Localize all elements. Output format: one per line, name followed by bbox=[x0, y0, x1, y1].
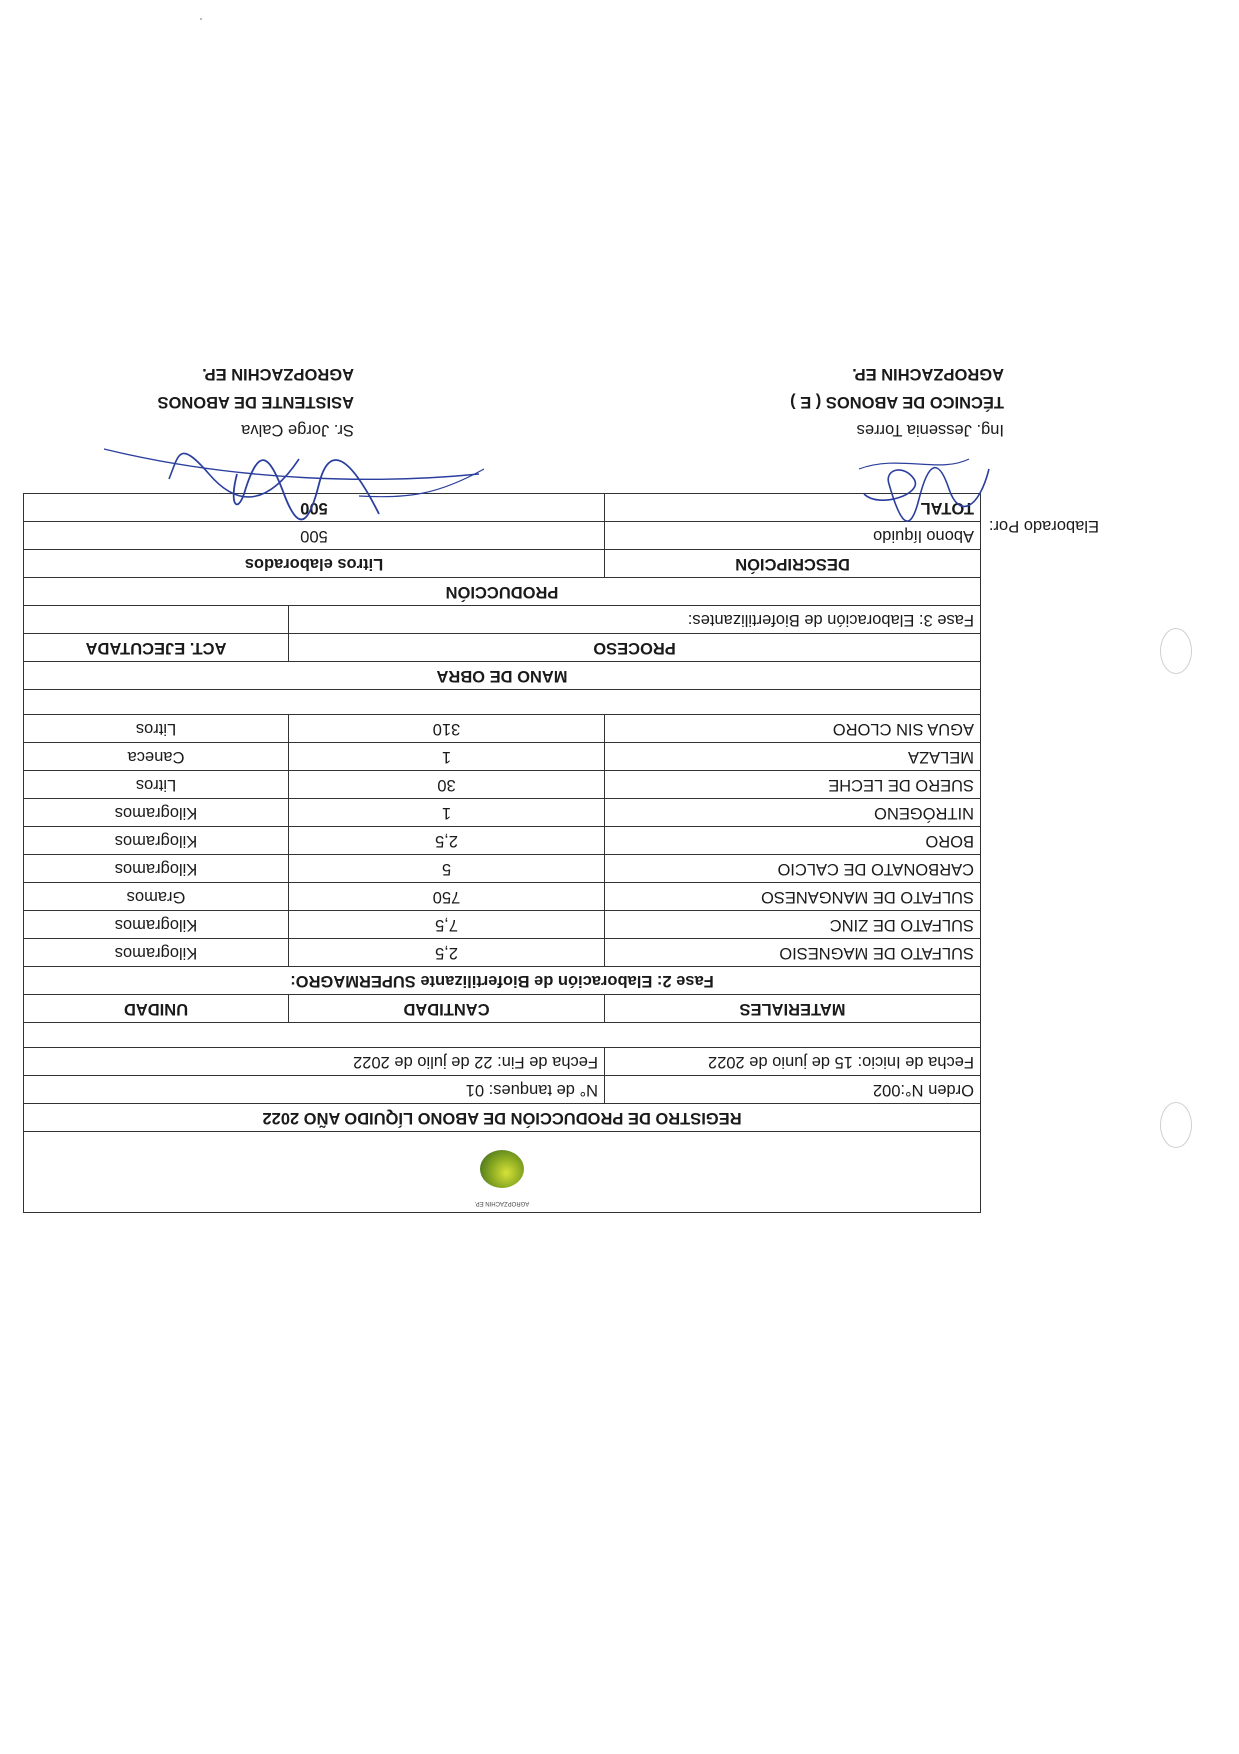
signer-name: Ing. Jessenia Torres bbox=[856, 421, 1004, 439]
material-qty: 1 bbox=[289, 799, 605, 827]
production-record-table bbox=[23, 493, 981, 1213]
table-row bbox=[24, 939, 981, 967]
act-ejecutada-label: ACT. EJECUTADA bbox=[24, 634, 289, 662]
material-qty: 5 bbox=[289, 855, 605, 883]
table-row bbox=[24, 855, 981, 883]
material-qty: 30 bbox=[289, 771, 605, 799]
header-unidad: UNIDAD bbox=[24, 995, 289, 1023]
fase3-value bbox=[24, 606, 289, 634]
table-row bbox=[24, 827, 981, 855]
mano-de-obra-row bbox=[24, 662, 981, 690]
total-value: 500 bbox=[24, 494, 605, 522]
material-name: SULFATO DE ZINC bbox=[605, 911, 981, 939]
material-name: MELAZA bbox=[605, 743, 981, 771]
tanques-field: N° de tanques: 01 bbox=[24, 1076, 605, 1104]
signature-scribble-asistente bbox=[99, 434, 499, 554]
signature-block-asistente bbox=[158, 360, 355, 444]
material-unit: Kilogramos bbox=[24, 939, 289, 967]
order-row bbox=[24, 1076, 981, 1104]
material-qty: 750 bbox=[289, 883, 605, 911]
header-materiales: MATERIALES bbox=[605, 995, 981, 1023]
material-unit: Litros bbox=[24, 715, 289, 743]
leaf-logo-icon bbox=[462, 1143, 542, 1207]
material-qty: 2,5 bbox=[289, 827, 605, 855]
material-qty: 2,5 bbox=[289, 939, 605, 967]
material-unit: Litros bbox=[24, 771, 289, 799]
material-name: CARBONATO DE CALCIO bbox=[605, 855, 981, 883]
material-name: BORO bbox=[605, 827, 981, 855]
material-unit: Caneca bbox=[24, 743, 289, 771]
material-name: SULFATO DE MAGNESIO bbox=[605, 939, 981, 967]
table-row bbox=[24, 743, 981, 771]
blank-row bbox=[24, 1023, 981, 1048]
produccion-label: PRODUCCIÓN bbox=[24, 578, 981, 606]
table-row bbox=[24, 883, 981, 911]
material-unit: Kilogramos bbox=[24, 799, 289, 827]
logo-caption: AGROPZACHIN EP. bbox=[474, 1200, 530, 1207]
material-name: NITRÓGENO bbox=[605, 799, 981, 827]
dates-row bbox=[24, 1048, 981, 1076]
table-row bbox=[24, 771, 981, 799]
total-label: TOTAL bbox=[605, 494, 981, 522]
orden-field: Orden N°:002 bbox=[605, 1076, 981, 1104]
elaborado-por-label: Elaborado Por: bbox=[988, 517, 1099, 535]
signer-org: AGROPZACHIN EP. bbox=[852, 365, 1004, 383]
signature-block-tecnico bbox=[790, 360, 1004, 444]
punch-hole bbox=[1160, 628, 1192, 674]
fase2-label: Fase 2: Elaboración de Biofertilizante SUPERMAGRO: bbox=[24, 967, 981, 995]
table-row bbox=[24, 799, 981, 827]
abono-liquido-label: Abono líquido bbox=[605, 522, 981, 550]
material-unit: Gramos bbox=[24, 883, 289, 911]
material-name: SUERO DE LECHE bbox=[605, 771, 981, 799]
produccion-row bbox=[24, 578, 981, 606]
material-unit: Kilogramos bbox=[24, 855, 289, 883]
material-qty: 310 bbox=[289, 715, 605, 743]
signer-name: Sr. Jorge Calva bbox=[241, 421, 354, 439]
descripcion-label: DESCRIPCIÓN bbox=[605, 550, 981, 578]
title-row bbox=[24, 1104, 981, 1132]
signature-scribble-tecnico bbox=[849, 449, 999, 529]
blank-row bbox=[24, 690, 981, 715]
table-row bbox=[24, 911, 981, 939]
proceso-header-row bbox=[24, 634, 981, 662]
material-qty: 7,5 bbox=[289, 911, 605, 939]
abono-liquido-value: 500 bbox=[24, 522, 605, 550]
material-unit: Kilogramos bbox=[24, 911, 289, 939]
document-title: REGISTRO DE PRODUCCIÓN DE ABONO LÍQUIDO AÑO 2022 bbox=[24, 1104, 981, 1132]
scan-speck bbox=[200, 18, 202, 20]
material-unit: Kilogramos bbox=[24, 827, 289, 855]
table-row bbox=[24, 715, 981, 743]
proceso-label: PROCESO bbox=[289, 634, 981, 662]
material-name: AGUA SIN CLORO bbox=[605, 715, 981, 743]
signer-role: TÉCNICO DE ABONOS ( E ) bbox=[790, 393, 1004, 411]
materials-header-row bbox=[24, 995, 981, 1023]
fase2-row bbox=[24, 967, 981, 995]
leaf-shape bbox=[480, 1151, 524, 1189]
punch-hole bbox=[1160, 1102, 1192, 1148]
mano-de-obra-label: MANO DE OBRA bbox=[24, 662, 981, 690]
fecha-inicio-field: Fecha de Inicio: 15 de junio de 2022 bbox=[605, 1048, 981, 1076]
material-name: SULFATO DE MANGANESO bbox=[605, 883, 981, 911]
fase3-label: Fase 3: Elaboración de Biofertilizantes: bbox=[289, 606, 981, 634]
signer-org: AGROPZACHIN EP. bbox=[202, 365, 354, 383]
material-qty: 1 bbox=[289, 743, 605, 771]
fecha-fin-field: Fecha de Fin: 22 de julio de 2022 bbox=[24, 1048, 605, 1076]
logo-row bbox=[24, 1132, 981, 1213]
fase3-row bbox=[24, 606, 981, 634]
header-cantidad: CANTIDAD bbox=[289, 995, 605, 1023]
signer-role: ASISTENTE DE ABONOS bbox=[157, 393, 354, 411]
litros-elaborados-label: Litros elaborados bbox=[24, 550, 605, 578]
